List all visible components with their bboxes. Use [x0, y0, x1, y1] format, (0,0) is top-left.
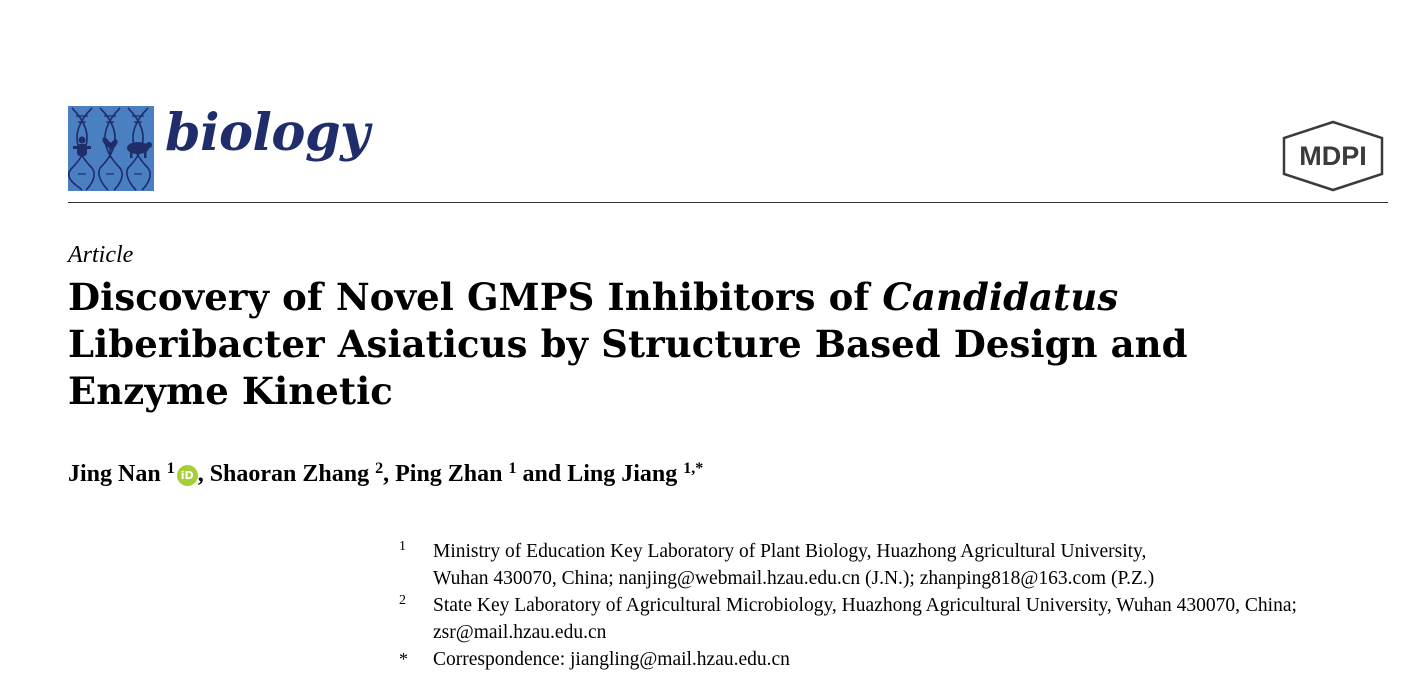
author-name: Ling Jiang — [567, 461, 678, 487]
affiliation-marker: 2 — [399, 593, 406, 608]
author-separator: , — [197, 461, 210, 487]
journal-name: biology — [165, 103, 370, 163]
affiliation-marker: 1 — [399, 539, 406, 554]
author-separator: and — [516, 461, 568, 487]
header-divider — [68, 202, 1388, 203]
affiliation-line: Wuhan 430070, China; nanjing@webmail.hzau.edu.cn (J.N.); zhanping818@163.com (P.Z.) — [433, 568, 1155, 589]
author-affiliation-marker: 1,* — [683, 460, 704, 477]
title-part-1: Discovery of Novel GMPS Inhibitors of — [68, 275, 883, 319]
correspondence-marker: * — [399, 649, 408, 669]
affiliation-item — [396, 592, 1406, 646]
affiliation-line: zsr@mail.hzau.edu.cn — [433, 622, 607, 643]
affiliation-line: Ministry of Education Key Laboratory of Plant Biology, Huazhong Agricultural University, — [433, 541, 1147, 562]
publisher-name: MDPI — [1299, 141, 1367, 171]
article-title — [68, 274, 1268, 415]
mdpi-logo-icon — [1280, 120, 1386, 192]
affiliation-item — [396, 538, 1406, 592]
title-part-2: Liberibacter Asiaticus by Structure Based Design and Enzyme Kinetic — [68, 322, 1188, 413]
author-affiliation-marker: 2 — [375, 460, 384, 477]
author-list — [68, 460, 703, 488]
affiliations — [396, 538, 1406, 673]
article-type: Article — [68, 242, 134, 268]
orcid-icon[interactable]: iD — [177, 465, 198, 486]
title-italic: Candidatus — [882, 275, 1119, 319]
author-name: Ping Zhan — [395, 461, 503, 487]
correspondence-item — [396, 646, 1406, 673]
author-affiliation-marker: 1 — [508, 460, 517, 477]
author-name: Jing Nan — [68, 461, 161, 487]
journal-logo-icon — [68, 106, 154, 191]
author-name: Shaoran Zhang — [209, 461, 370, 487]
correspondence-line: Correspondence: jiangling@mail.hzau.edu.cn — [433, 649, 790, 670]
author-separator: , — [383, 461, 396, 487]
author-affiliation-marker: 1 — [166, 460, 175, 477]
affiliation-line: State Key Laboratory of Agricultural Microbiology, Huazhong Agricultural University, Wuhan 430070, China; — [433, 595, 1297, 616]
